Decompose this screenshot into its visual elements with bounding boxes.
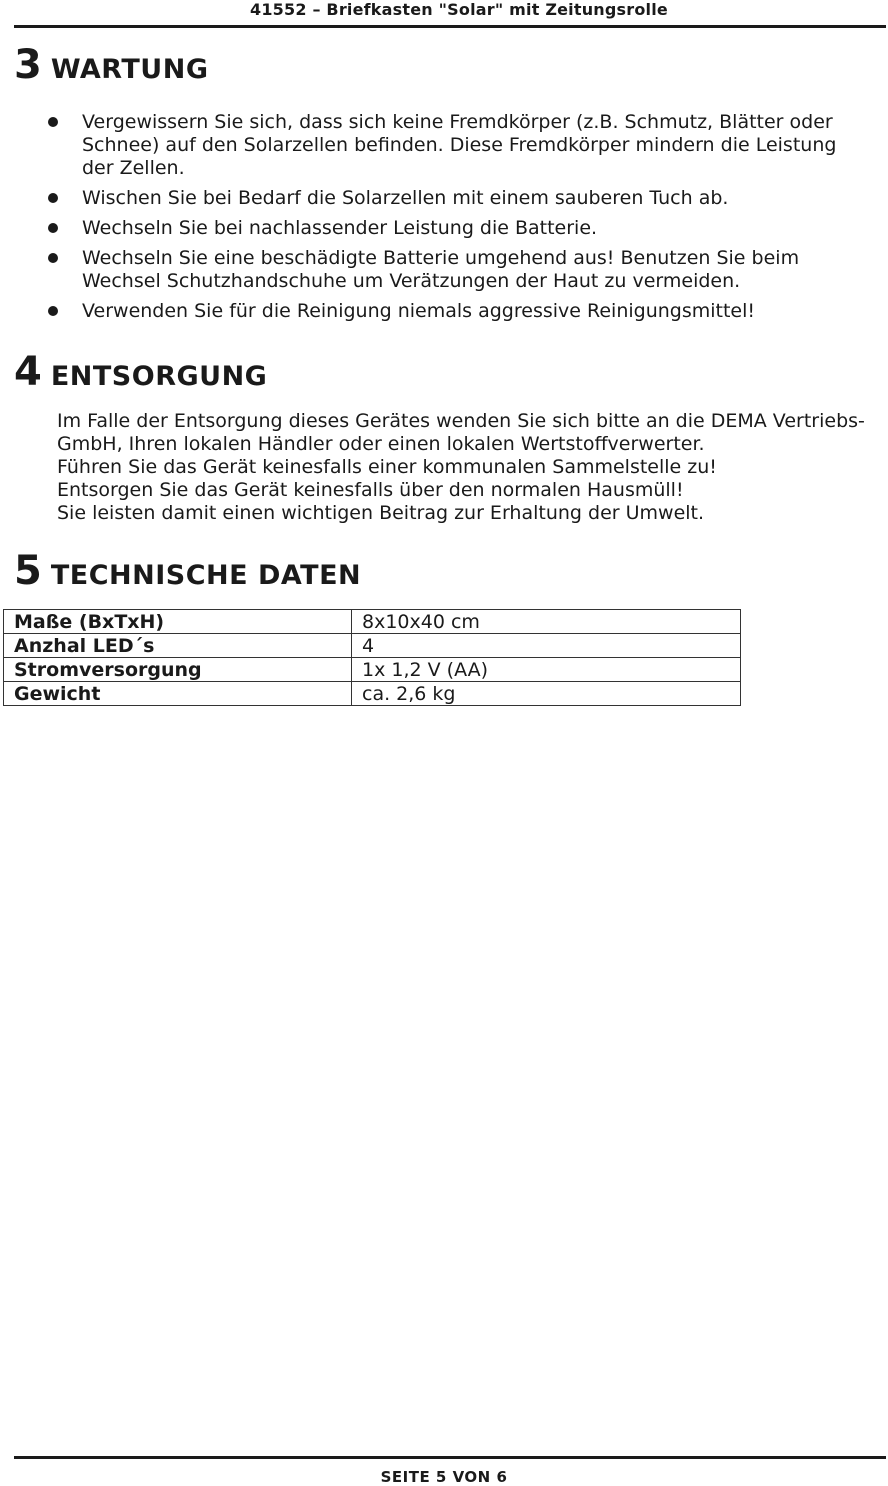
- bullet-icon: [48, 193, 58, 203]
- paragraph-line: Entsorgen Sie das Gerät keinesfalls über den normalen Hausmüll!: [57, 479, 684, 501]
- page-number: SEITE 5 VON 6: [380, 1468, 508, 1486]
- table-cell-label: Anzhal LED´s: [4, 634, 352, 658]
- list-item: [0, 111, 888, 180]
- table-cell-label: Maße (BxTxH): [4, 610, 352, 634]
- list-item: [0, 247, 888, 293]
- table-cell-value: 1x 1,2 V (AA): [352, 658, 741, 682]
- list-item: [0, 300, 888, 323]
- table-row: [4, 682, 741, 706]
- list-item-text: Verwenden Sie für die Reinigung niemals aggressive Reinigungsmittel!: [82, 300, 756, 322]
- table-cell-value: ca. 2,6 kg: [352, 682, 741, 706]
- header-divider: [14, 25, 886, 28]
- table-row: [4, 658, 741, 682]
- section-title: ENTSORGUNG: [50, 361, 268, 392]
- list-item-text: Vergewissern Sie sich, dass sich keine Fremdkörper (z.B. Schmutz, Blätter oder Schnee) auf den Solarzellen befinden. Diese Fremdkörper mindern die Leistung der Zellen.: [82, 111, 837, 179]
- paragraph-line: Sie leisten damit einen wichtigen Beitrag zur Erhaltung der Umwelt.: [57, 502, 705, 524]
- section-heading-technische-daten: [14, 548, 361, 594]
- list-item-text: Wechseln Sie eine beschädigte Batterie umgehend aus! Benutzen Sie beim Wechsel Schutzhandschuhe um Verätzungen der Haut zu vermeiden.: [82, 247, 800, 292]
- section-heading-wartung: [14, 42, 209, 88]
- bullet-icon: [48, 253, 58, 263]
- list-item: [0, 187, 888, 210]
- footer-divider: [14, 1456, 886, 1459]
- maintenance-list: [0, 111, 888, 330]
- bullet-icon: [48, 223, 58, 233]
- section-number: 5: [14, 548, 43, 594]
- disposal-paragraph: [57, 410, 887, 525]
- bullet-icon: [48, 306, 58, 316]
- table-cell-value: 4: [352, 634, 741, 658]
- table-cell-value: 8x10x40 cm: [352, 610, 741, 634]
- table-cell-label: Gewicht: [4, 682, 352, 706]
- section-number: 3: [14, 42, 43, 88]
- section-number: 4: [14, 349, 43, 395]
- list-item-text: Wischen Sie bei Bedarf die Solarzellen mit einem sauberen Tuch ab.: [82, 187, 729, 209]
- section-title: WARTUNG: [50, 54, 209, 85]
- section-heading-entsorgung: [14, 349, 267, 395]
- table-row: [4, 634, 741, 658]
- list-item-text: Wechseln Sie bei nachlassender Leistung die Batterie.: [82, 217, 598, 239]
- paragraph-line: Im Falle der Entsorgung dieses Gerätes wenden Sie sich bitte an die DEMA Vertriebs-: [57, 410, 865, 432]
- technical-data-table: [3, 609, 741, 706]
- paragraph-line: Führen Sie das Gerät keinesfalls einer kommunalen Sammelstelle zu!: [57, 456, 717, 478]
- paragraph-line: GmbH, Ihren lokalen Händler oder einen lokalen Wertstoffverwerter.: [57, 433, 705, 455]
- section-title: TECHNISCHE DATEN: [50, 560, 362, 591]
- table-cell-label: Stromversorgung: [4, 658, 352, 682]
- bullet-icon: [48, 117, 58, 127]
- document-header-title: 41552 – Briefkasten "Solar" mit Zeitungsrolle: [250, 0, 668, 19]
- table-row: [4, 610, 741, 634]
- list-item: [0, 217, 888, 240]
